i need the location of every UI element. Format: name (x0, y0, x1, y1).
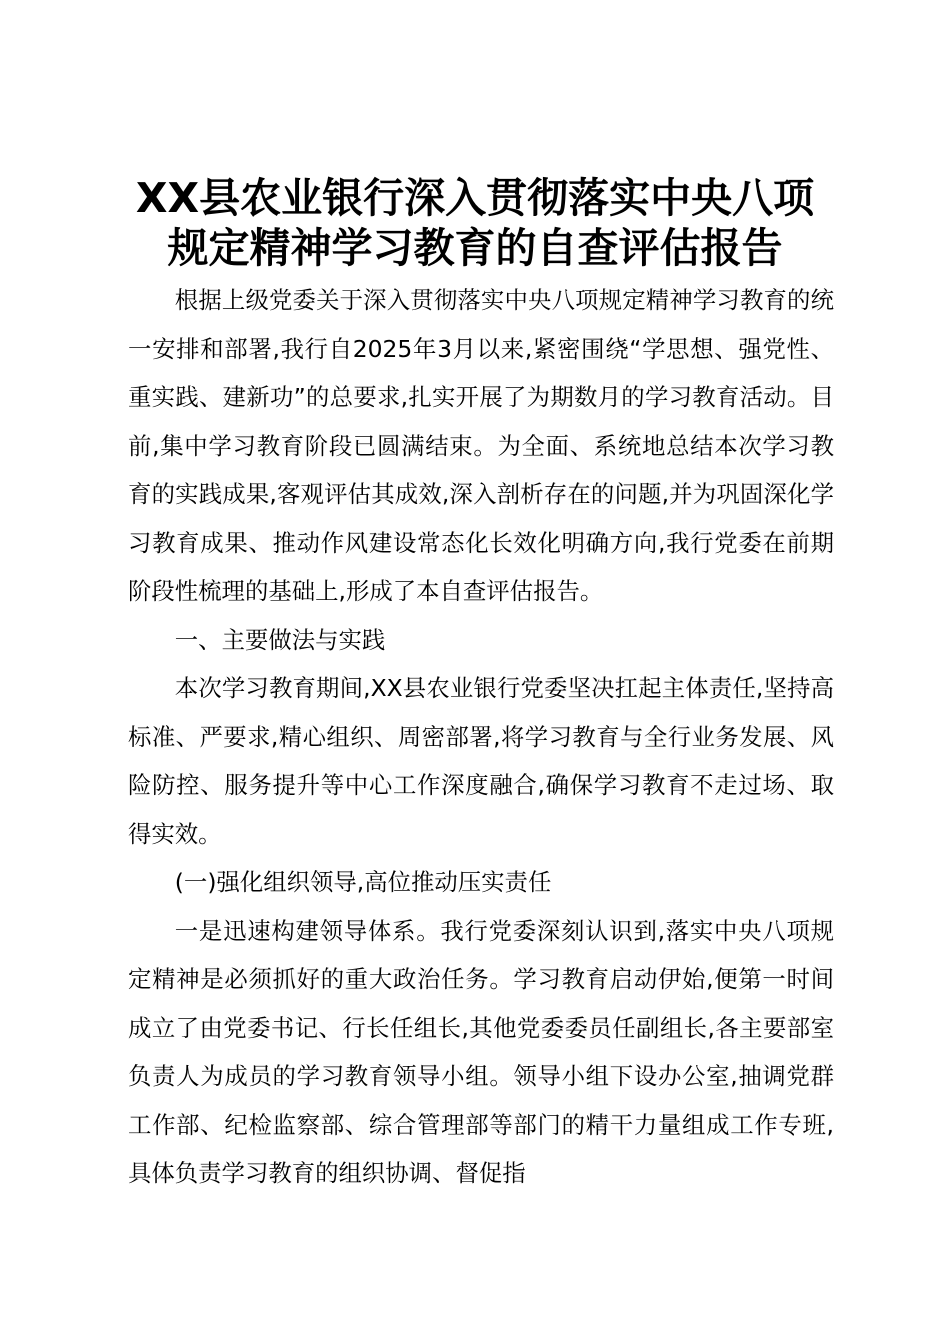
document-title-line-2: 规定精神学习教育的自查评估报告 (167, 224, 783, 272)
subsection-heading-1: (一)强化组织领导,高位推动压实责任 (174, 868, 552, 896)
intro-paragraph: 根据上级党委关于深入贯彻落实中央八项规定精神学习教育的统一安排和部署,我行自2025年3月以来,紧密围绕“学思想、强党性、重实践、建新功”的总要求,扎实开展了为期数月的学习教育活动。目前,集中学习教育阶段已圆满结束。为全面、系统地总结本次学习教育的实践成果,客观评估其成效,深入剖析存在的问题,并为巩固深化学习教育成果、推动作风建设常态化长效化明确方向,我行党委在前期阶段性梳理的基础上,形成了本自查评估报告。 (128, 286, 834, 605)
document-body (128, 276, 834, 1198)
document-title-line-1: XX县农业银行深入贯彻落实中央八项 (135, 174, 815, 222)
section-paragraph: 本次学习教育期间,XX县农业银行党委坚决扛起主体责任,坚持高标准、严要求,精心组织、周密部署,将学习教育与全行业务发展、风险防控、服务提升等中心工作深度融合,确保学习教育不走过场、取得实效。 (128, 674, 834, 848)
section-heading-1: 一、主要做法与实践 (174, 625, 386, 654)
subsection-paragraph: 一是迅速构建领导体系。我行党委深刻认识到,落实中央八项规定精神是必须抓好的重大政治任务。学习教育启动伊始,便第一时间成立了由党委书记、行长任组长,其他党委委员任副组长,各主要部室负责人为成员的学习教育领导小组。领导小组下设办公室,抽调党群工作部、纪检监察部、综合管理部等部门的精干力量组成工作专班,具体负责学习教育的组织协调、督促指 (128, 916, 834, 1187)
